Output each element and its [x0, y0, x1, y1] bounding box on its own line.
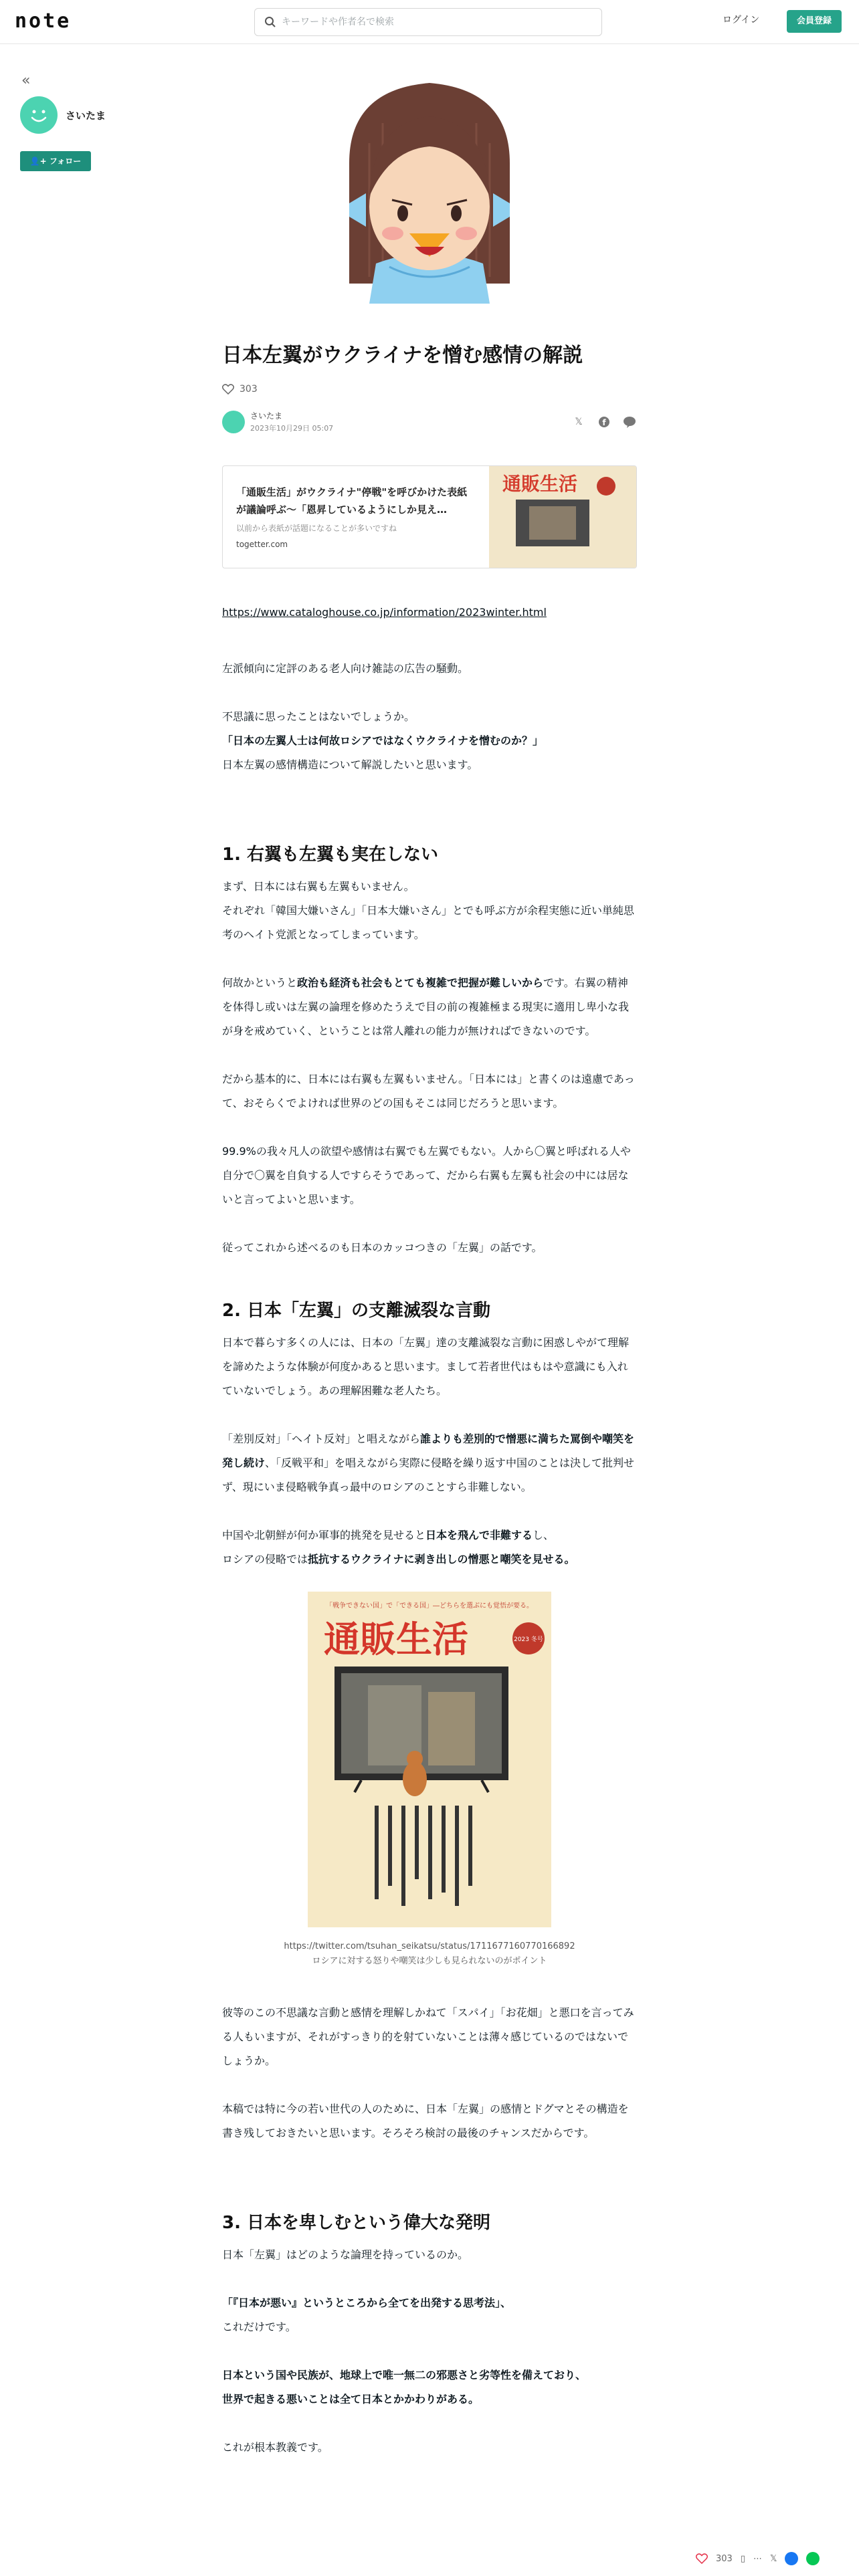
- paragraph: 彼等のこの不思議な言動と感情を理解しかねて「スパイ」「お花畑」と悪口を言ってみる人もいますが、それがすっきり的を射ていないことは薄々感じているのではないでしょうか。: [222, 2006, 634, 2067]
- author-avatar-small[interactable]: [222, 411, 245, 433]
- heart-icon[interactable]: [696, 2553, 708, 2564]
- note-logo[interactable]: note: [15, 9, 72, 33]
- paragraph: 世界で起きる悪いことは全て日本とかかわりがある。: [222, 2393, 480, 2405]
- sidebar-author-name[interactable]: さいたま: [66, 110, 106, 122]
- figure-caption: [222, 1939, 637, 1969]
- paragraph: 本稿では特に今の若い世代の人のために、日本「左翼」の感情とドグマとその構造を書き残しておきたいと思います。そろそろ検討の最後のチャンスだからです。: [222, 2103, 629, 2139]
- x-share-icon[interactable]: 𝕏: [575, 417, 583, 427]
- paragraph: それぞれ「韓国大嫌いさん」「日本大嫌いさん」とでも呼ぶ方が余程実態に近い単純思考のヘイト党派となってしまっています。: [222, 904, 635, 941]
- paragraph: 中国や北朝鮮が何か軍事的挑発を見せると日本を飛んで非難するし、: [222, 1529, 555, 1541]
- facebook-share-icon[interactable]: [785, 2552, 798, 2565]
- more-icon[interactable]: ⋯: [753, 2553, 762, 2564]
- bottom-action-bar: [696, 2549, 820, 2568]
- link-card-site: togetter.com: [236, 540, 288, 549]
- magazine-cover-image[interactable]: [308, 1592, 551, 1927]
- paragraph: 日本「左翼」はどのような論理を持っているのか。: [222, 2248, 469, 2261]
- author-name[interactable]: さいたま: [250, 411, 283, 421]
- section-heading-3: 3. 日本を卑しむという偉大な発明: [222, 2213, 491, 2233]
- paragraph: 「『日本が悪い』というところから全てを出発する思考法」、: [222, 2296, 512, 2309]
- login-link[interactable]: ログイン: [723, 15, 760, 25]
- section-heading-1: 1. 右翼も左翼も実在しない: [222, 845, 439, 865]
- svg-text:f: f: [602, 418, 606, 427]
- paragraph: 「差別反対」「ヘイト反対」と唱えながら誰よりも差別的で憎悪に満ちた罵倒や嘲笑を発し続け、「反戦平和」を唱えながら実際に侵略を繰り返す中国のことは決して批判せず、現にいま侵略戦争真っ最中のロシアのことすら非難しない。: [222, 1432, 635, 1493]
- link-card[interactable]: [222, 465, 637, 568]
- search-icon: [264, 16, 276, 28]
- paragraph: 日本という国や民族が、地球上で唯一無二の邪悪さと劣等性を備えており、: [222, 2369, 587, 2381]
- line-share-icon[interactable]: [806, 2552, 820, 2565]
- paragraph: 何故かというと政治も経済も社会もとても複雑で把握が難しいからです。右翼の精神を体得し或いは左翼の論理を修めたうえで目の前の複雑極まる現実に適用し卑小な我が身を戒めていく、ということは常人離れの能力が無ければできないのです。: [222, 976, 630, 1037]
- collapse-sidebar-icon[interactable]: «: [21, 72, 31, 89]
- paragraph: これが根本教義です。: [222, 2441, 328, 2454]
- follow-button[interactable]: [20, 151, 91, 171]
- paragraph: まず、日本には右翼も左翼もいません。: [222, 880, 415, 893]
- like-count[interactable]: 303: [240, 384, 258, 395]
- heart-icon[interactable]: [222, 384, 234, 395]
- x-share-icon[interactable]: 𝕏: [769, 2553, 777, 2564]
- paragraph: 99.9%の我々凡人の欲望や感情は右翼でも左翼でもない。人から〇翼と呼ばれる人や自分で〇翼を自負する人ですらそうであって、だから右翼も左翼も社会の中には居ないと言ってよいと思います。: [222, 1145, 631, 1206]
- magazine-add-icon[interactable]: ▯: [740, 2553, 745, 2564]
- hero-illustration: [309, 63, 550, 304]
- bold-text: 「日本の左翼人士は何故ロシアではなくウクライナを憎むのか？」: [222, 734, 544, 747]
- search-input[interactable]: [282, 14, 589, 30]
- author-row: [222, 405, 637, 439]
- bottom-like-count[interactable]: 303: [716, 2553, 733, 2564]
- like-row: [222, 381, 637, 397]
- section-heading-2: 2. 日本「左翼」の支離滅裂な言動: [222, 1301, 491, 1321]
- search-box[interactable]: [254, 8, 602, 36]
- paragraph: 日本左翼の感情構造について解説したいと思います。: [222, 758, 478, 771]
- header: [0, 0, 859, 44]
- signup-button[interactable]: 会員登録: [787, 10, 842, 33]
- thumb-title: 通販生活: [502, 473, 578, 495]
- paragraph: だから基本的に、日本には右翼も左翼もいません。「日本には」と書くのは遠慮であって、おそらくでよければ世界のどの国もそこは同じだろうと思います。: [222, 1073, 635, 1109]
- author-avatar[interactable]: [20, 96, 58, 134]
- facebook-share-icon[interactable]: [597, 415, 611, 429]
- paragraph: 不思議に思ったことはないでしょうか。: [222, 710, 415, 723]
- cover-season: 2023 冬号: [514, 1636, 543, 1643]
- caption-url[interactable]: https://twitter.com/tsuhan_seikatsu/status/1711677160770166892: [284, 1941, 575, 1951]
- link-card-thumbnail: [489, 466, 636, 568]
- link-card-title: 「通販生活」がウクライナ"停戦"を呼びかけた表紙が議論呼ぶ～「恩昇しているようにしか見え…: [236, 486, 468, 516]
- paragraph: これだけです。: [222, 2321, 296, 2333]
- paragraph: 従ってこれから述べるのも日本のカッコつきの「左翼」の話です。: [222, 1241, 543, 1254]
- article-title: 日本左翼がウクライナを憎む感情の解説: [222, 344, 583, 367]
- share-buttons: [571, 415, 637, 429]
- paragraph: 左派傾向に定評のある老人向け雑誌の広告の騒動。: [222, 662, 469, 675]
- paragraph: 日本で暮らす多くの人には、日本の「左翼」達の支離滅裂な言動に困惑しやがて理解を諦めたような体験が何度かあると思います。まして若者世代はもはや意識にも入れていないでしょう。あの理解困難な老人たち。: [222, 1336, 630, 1397]
- paragraph: ロシアの侵略では抵抗するウクライナに剥き出しの憎悪と嘲笑を見せる。: [222, 1553, 575, 1566]
- add-user-icon: 👤+: [29, 156, 47, 166]
- caption-text: ロシアに対する怒りや嘲笑は少しも見られないのがポイント: [312, 1956, 547, 1966]
- follow-label: フォロー: [49, 156, 82, 166]
- article-body: [222, 340, 637, 2460]
- line-share-icon[interactable]: [622, 415, 637, 429]
- smile-face-icon: [20, 96, 58, 134]
- cover-banner: 「戦争できない国」で「できる国」―どちらを選ぶにも覚悟が要る。: [326, 1602, 533, 1610]
- link-card-desc: 以前から表紙が話題になることが多いですね: [236, 524, 397, 533]
- article-link[interactable]: https://www.cataloghouse.co.jp/information/2023winter.html: [222, 606, 547, 619]
- publish-date: 2023年10月29日 05:07: [250, 424, 334, 433]
- cover-title: 通販生活: [324, 1618, 468, 1660]
